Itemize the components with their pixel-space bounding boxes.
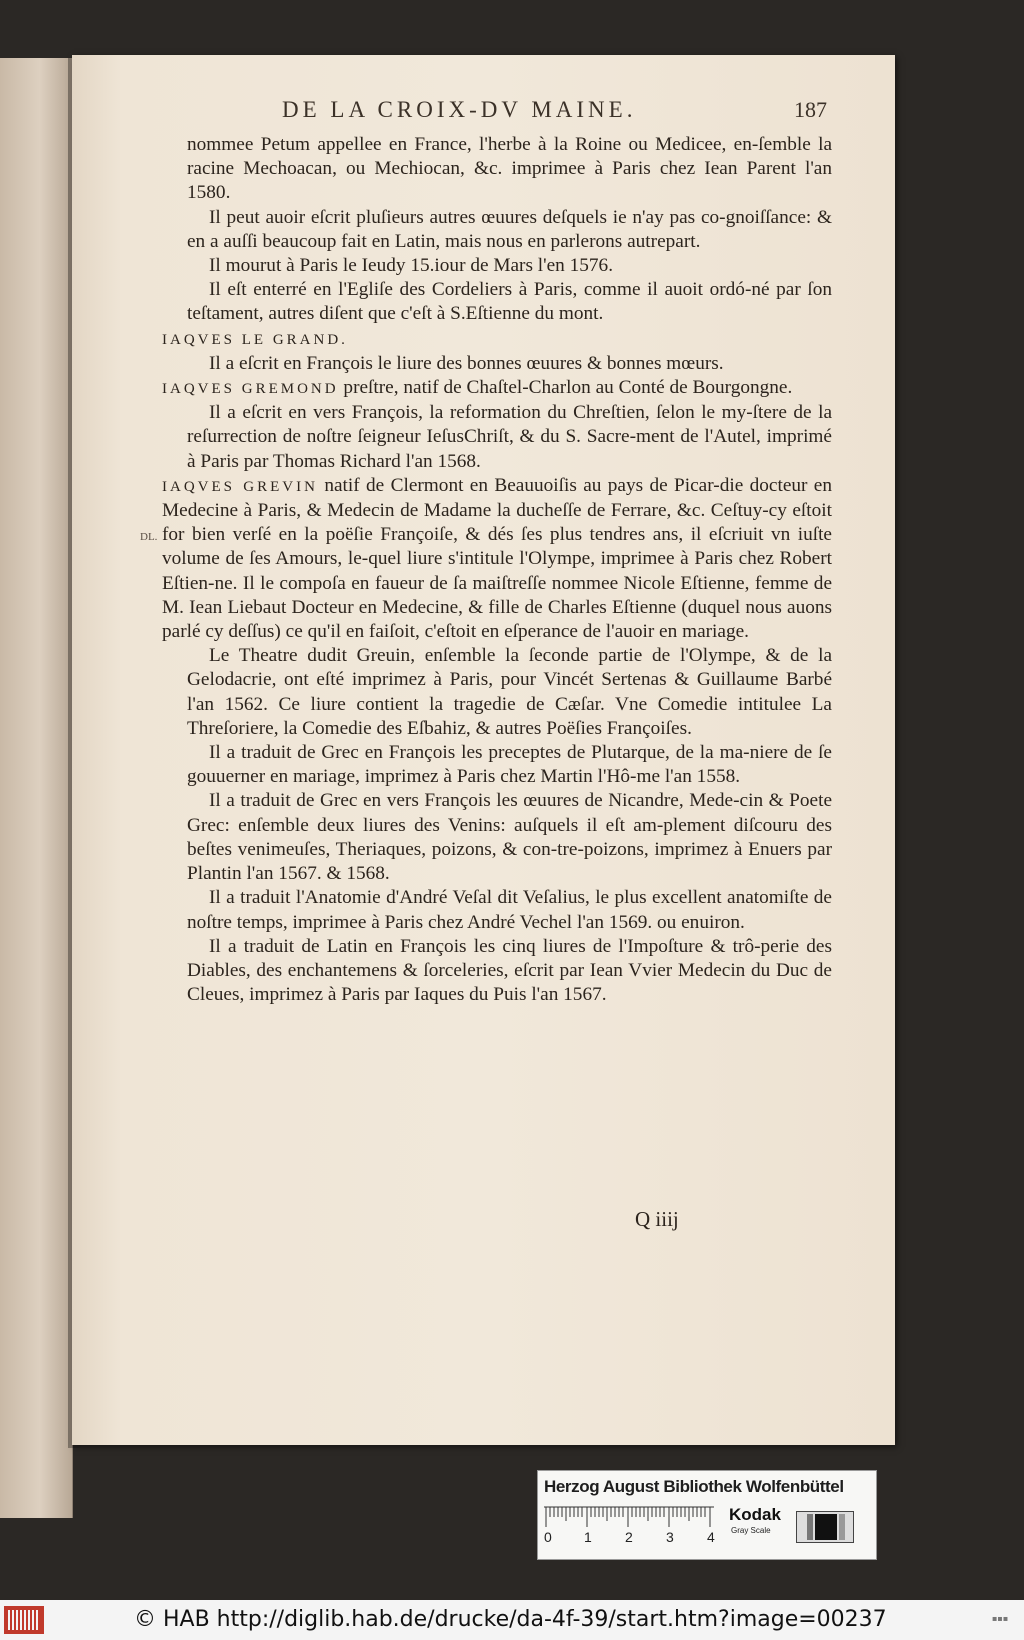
footer-mark: ▪▪▪ xyxy=(992,1614,1009,1623)
ruler-tick-label: 2 xyxy=(625,1529,633,1545)
paragraph: Il a traduit l'Anatomie d'André Veſal dit Veſalius, le plus excellent anatomiſte de noſtre temps, imprimee à Paris chez André Vechel l'an 1569. ou enuiron. xyxy=(187,887,832,933)
ruler-tick-label: 1 xyxy=(584,1529,592,1545)
gray-patch-icon xyxy=(796,1511,854,1543)
library-name: Herzog August Bibliothek Wolfenbüttel xyxy=(544,1477,844,1496)
folio-number: 187 xyxy=(794,97,827,122)
book-page xyxy=(72,55,895,1445)
entry-paragraph: IAQVES GREVIN natif de Clermont en Beauuoiſis au pays de Picar-die docteur en Medecine à Paris, & Medecin de Madame la ducheſſe de Ferrare, &c. Ceſtuy-cy eſtoit for bien verſé en la poëſie Françoiſe, & dés ſes plus tendres ans, il eſcriuit vn iuſte volume de ſes Amours, le-quel liure s'intitule l'Olympe, imprimee à Paris chez Robert Eſtien-ne. Il le compoſa en faueur de ſa maiſtreſſe nommee Nicole Eſtienne, femme de M. Iean Liebaut Docteur en Medecine, & fille de Charles Eſtienne (duquel nous auons parlé cy deſſus) ce qu'il en faiſoit, c'eſtoit en eſperance de l'auoir en mariage. xyxy=(162,474,832,643)
paragraph: Il a traduit de Grec en vers François les œuures de Nicandre, Mede-cin & Poete Grec: enſemble deux liures des Venins: auſquels il eſt am-plement diſcouru des beſtes venimeuſes, Theriaques, poizons, & con-tre-poizons, imprimez à Enuers par Plantin l'an 1567. & 1568. xyxy=(187,790,832,885)
entry-heading: IAQVES GREMOND xyxy=(162,381,339,398)
paragraph: Il eſt enterré en l'Egliſe des Cordeliers à Paris, comme il auoit ordó-né par ſon teſtament, autres diſent que c'eſt à S.Eſtienne du mont. xyxy=(187,279,832,325)
ruler-icon xyxy=(544,1505,714,1529)
entry-heading: IAQVES LE GRAND. xyxy=(162,331,348,348)
facing-page-edge xyxy=(0,58,73,1518)
paragraph: Il peut auoir eſcrit pluſieurs autres œuures deſquels ie n'ay pas co-gnoiſſance: & en a auſſi beaucoup fait en Latin, mais nous en parlerons autrepart. xyxy=(187,206,832,252)
paragraph: Le Theatre dudit Greuin, enſemble la ſeconde partie de l'Olympe, & de la Gelodacrie, ont eſté imprimez à Paris, pour Vincét Sertenas & Guillaume Barbé l'an 1562. Ce liure contient la tragedie de Cæſar. Vne Comedie intitulee La Threſoriere, la Comedie des Eſbahiz, & autres Poëſies Françoiſes. xyxy=(187,645,832,739)
ruler-tick-label: 0 xyxy=(544,1529,552,1545)
signature-mark: Q iiij xyxy=(635,1207,679,1231)
entry-paragraph: IAQVES GREMOND preſtre, natif de Chaſtel-Charlon au Conté de Bourgongne. xyxy=(162,377,793,399)
margin-note: DL. xyxy=(140,531,158,543)
brand-subtitle: Gray Scale xyxy=(731,1526,771,1535)
paragraph: Il a eſcrit en François le liure des bonnes œuures & bonnes mœurs. xyxy=(209,352,724,374)
paragraph: Il a traduit de Latin en François les cinq liures de l'Impoſture & trô-perie des Diables, des enchantemens & ſorceleries, eſcrit par Iean Vvier Medecin du Duc de Cleues, imprimez à Paris par Iaques du Puis l'an 1567. xyxy=(187,935,832,1006)
paragraph: nommee Petum appellee en France, l'herbe à la Roine ou Medicee, en-ſemble la racine Mechoacan, ou Mechiocan, &c. imprimee à Paris chez Iean Parent l'an 1580. xyxy=(187,134,832,204)
hab-logo-icon xyxy=(4,1606,44,1634)
paragraph: Il a traduit de Grec en François les preceptes de Plutarque, de la ma-niere de ſe gouuerner en mariage, imprimez à Paris chez Martin l'Hô-me l'an 1558. xyxy=(187,742,832,788)
running-head: DE LA CROIX-DV MAINE. xyxy=(282,97,637,122)
paragraph: Il mourut à Paris le Ieudy 15.iour de Mars l'en 1576. xyxy=(209,255,614,277)
footer-bar xyxy=(0,1600,1024,1640)
ruler-tick-label: 3 xyxy=(666,1529,674,1545)
page-body xyxy=(162,133,832,1007)
ruler-tick-label: 4 xyxy=(707,1529,715,1545)
copyright-url: © HAB http://diglib.hab.de/drucke/da-4f-39/start.htm?image=00237 xyxy=(134,1607,887,1632)
entry-heading: IAQVES GREVIN xyxy=(162,478,318,495)
brand-label: Kodak xyxy=(729,1505,781,1524)
color-card xyxy=(537,1470,877,1560)
paragraph: Il a eſcrit en vers François, la reformation du Chreſtien, ſelon le my-ſtere de la reſurrection de noſtre ſeigneur IeſusChriſt, & du S. Sacre-ment de l'Autel, imprimé à Paris par Thomas Richard l'an 1568. xyxy=(187,402,832,472)
